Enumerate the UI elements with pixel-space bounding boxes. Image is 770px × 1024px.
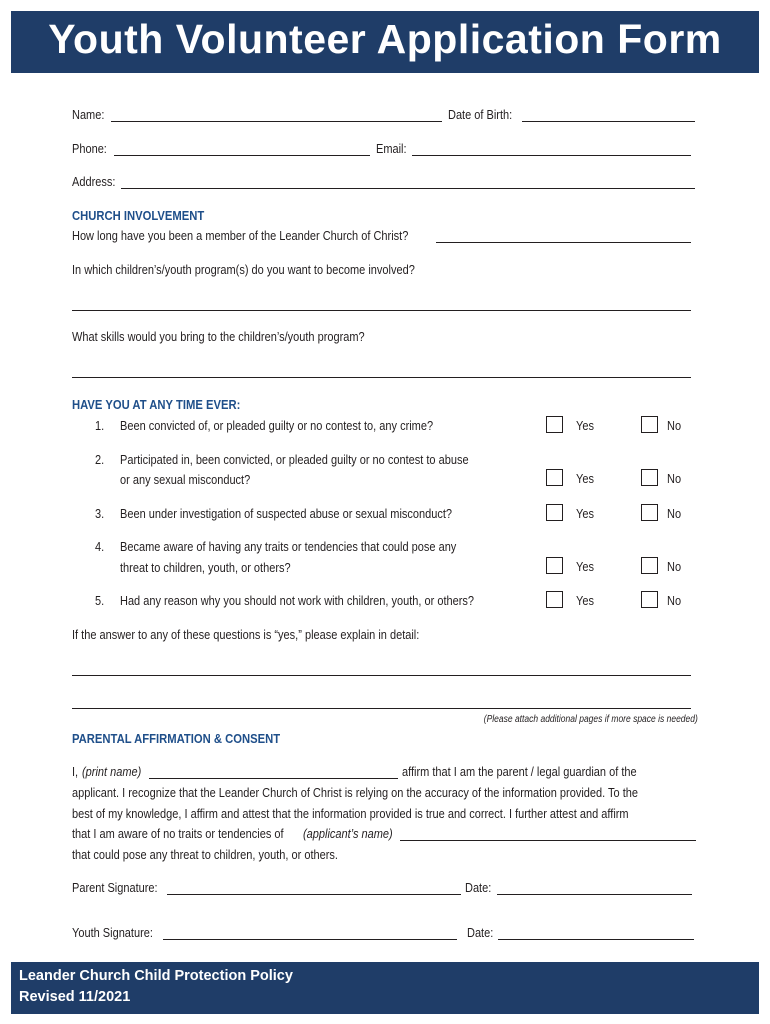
q3-no-label: No [667,507,682,521]
print-name-field[interactable] [149,778,398,779]
address-label: Address: [72,175,116,189]
parent-signature-label: Parent Signature: [72,881,158,895]
q5-yes-label: Yes [576,594,594,608]
parent-signature-field[interactable] [167,894,461,895]
parent-date-label: Date: [465,881,492,895]
question-text-cont: threat to children, youth, or others? [120,561,291,575]
footer-banner [11,962,759,1014]
explain-field-2[interactable] [72,708,691,709]
applicant-name-field[interactable] [400,840,696,841]
q4-no-label: No [667,560,682,574]
explain-prompt: If the answer to any of these questions is “yes,” please explain in detail: [72,628,420,642]
explain-field-1[interactable] [72,675,691,676]
q2-yes-checkbox[interactable] [546,469,563,486]
consent-text-3: best of my knowledge, I affirm and attest that the information provided is true and correct. I further attest and affirm [72,807,629,821]
dob-label: Date of Birth: [448,108,513,122]
question-number: 2. [95,453,105,467]
q4-yes-checkbox[interactable] [546,557,563,574]
phone-label: Phone: [72,142,107,156]
question-number: 5. [95,594,105,608]
address-field[interactable] [121,188,695,189]
email-field[interactable] [412,155,691,156]
q5-no-label: No [667,594,682,608]
q2-no-checkbox[interactable] [641,469,658,486]
question-text: Had any reason why you should not work with children, youth, or others? [120,594,475,608]
q4-yes-label: Yes [576,560,594,574]
q1-yes-label: Yes [576,419,594,433]
q1-no-checkbox[interactable] [641,416,658,433]
q2-no-label: No [667,472,682,486]
q5-yes-checkbox[interactable] [546,591,563,608]
print-name-label: (print name) [82,765,142,779]
q3-yes-label: Yes [576,507,594,521]
name-label: Name: [72,108,105,122]
q1-yes-checkbox[interactable] [546,416,563,433]
q2-yes-label: Yes [576,472,594,486]
membership-field[interactable] [436,242,691,243]
youth-signature-field[interactable] [163,939,457,940]
attach-note: (Please attach additional pages if more space is needed) [483,714,698,725]
q1-no-label: No [667,419,682,433]
skills-question: What skills would you bring to the children’s/youth program? [72,330,365,344]
phone-field[interactable] [114,155,370,156]
dob-field[interactable] [522,121,695,122]
question-text: Participated in, been convicted, or pleaded guilty or no contest to abuse [120,453,469,467]
program-question: In which children’s/youth program(s) do you want to become involved? [72,263,415,277]
church-involvement-heading: CHURCH INVOLVEMENT [72,209,205,223]
question-text: Been convicted of, or pleaded guilty or no contest to, any crime? [120,419,434,433]
q3-yes-checkbox[interactable] [546,504,563,521]
q4-no-checkbox[interactable] [641,557,658,574]
consent-prefix: I, [72,765,79,779]
q5-no-checkbox[interactable] [641,591,658,608]
program-field[interactable] [72,310,691,311]
youth-date-label: Date: [467,926,494,940]
have-you-heading: HAVE YOU AT ANY TIME EVER: [72,398,241,412]
applicant-name-label: (applicant’s name) [303,827,393,841]
consent-text-4: that I am aware of no traits or tendencies of [72,827,284,841]
footer-revision: Revised 11/2021 [19,989,131,1005]
question-number: 3. [95,507,105,521]
youth-date-field[interactable] [498,939,694,940]
consent-affirm-text: affirm that I am the parent / legal guardian of the [402,765,637,779]
question-number: 4. [95,540,105,554]
form-title: Youth Volunteer Application Form [48,16,722,62]
consent-text-5: that could pose any threat to children, youth, or others. [72,848,338,862]
question-text: Became aware of having any traits or tendencies that could pose any [120,540,457,554]
email-label: Email: [376,142,407,156]
header-banner [11,11,759,73]
consent-text-2: applicant. I recognize that the Leander Church of Christ is relying on the accuracy of the information provided. To the [72,786,639,800]
question-text: Been under investigation of suspected abuse or sexual misconduct? [120,507,453,521]
question-text-cont: or any sexual misconduct? [120,473,251,487]
name-field[interactable] [111,121,442,122]
membership-question: How long have you been a member of the Leander Church of Christ? [72,229,409,243]
consent-heading: PARENTAL AFFIRMATION & CONSENT [72,732,281,746]
q3-no-checkbox[interactable] [641,504,658,521]
youth-signature-label: Youth Signature: [72,926,153,940]
question-number: 1. [95,419,105,433]
footer-policy-name: Leander Church Child Protection Policy [19,968,293,984]
parent-date-field[interactable] [497,894,692,895]
skills-field[interactable] [72,377,691,378]
